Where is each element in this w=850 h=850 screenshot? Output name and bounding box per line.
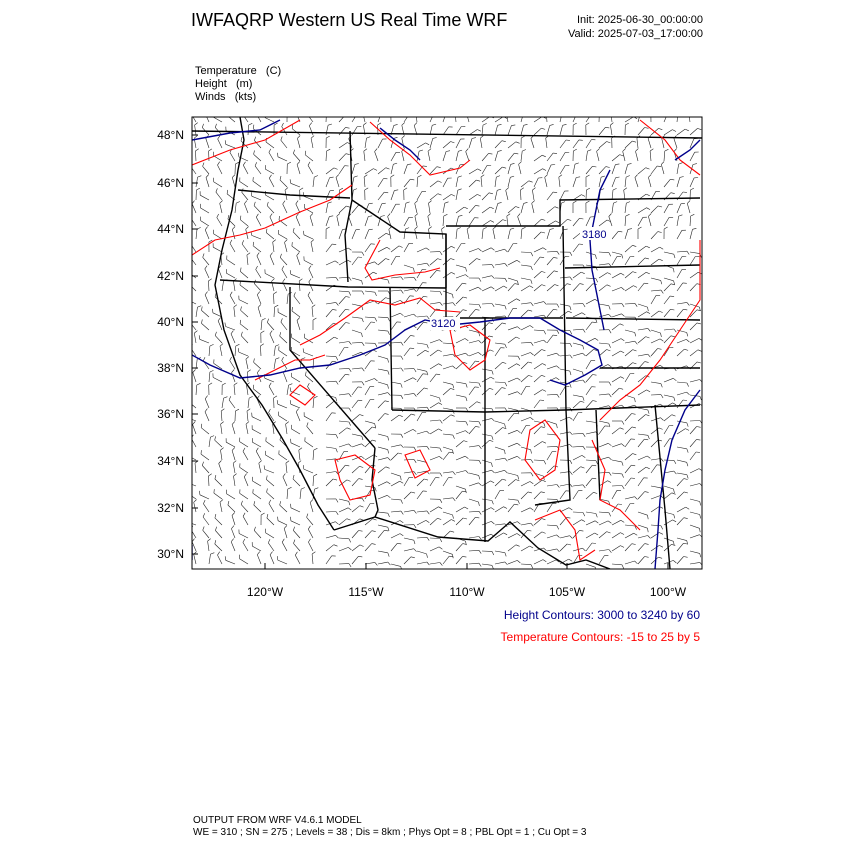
model-info <box>193 815 586 839</box>
wind-barb-flag <box>186 518 187 522</box>
wind-barb-flag <box>346 115 350 116</box>
wind-barb-flag <box>296 110 298 113</box>
wind-barb-flag <box>391 110 394 112</box>
init-time: Init: 2025-06-30_00:00:00 <box>577 14 703 26</box>
model-settings: WE = 310 ; SN = 275 ; Levels = 38 ; Dis = 8km ; Phys Opt = 8 ; PBL Opt = 1 ; Cu Opt = 3 <box>193 827 587 838</box>
legend-temperature: Temperature (C) <box>195 65 282 77</box>
lat-label: 38°N <box>157 361 184 375</box>
height-contour-label-3120: 3120 <box>431 318 456 330</box>
wind-barb-flag <box>287 110 290 112</box>
wind-barb-flag <box>506 110 509 113</box>
wind-barb-flag <box>186 414 187 418</box>
wind-barb-flag <box>577 112 581 113</box>
lon-label: 110°W <box>449 585 485 599</box>
lat-label: 32°N <box>157 501 184 515</box>
wind-barb-flag <box>191 110 193 114</box>
lat-label: 42°N <box>157 269 184 283</box>
wind-barb-flag <box>381 112 385 113</box>
wind-barb-flag <box>307 110 309 114</box>
lat-label: 40°N <box>157 315 184 329</box>
legend-winds: Winds (kts) <box>195 91 257 103</box>
wind-barb-flag <box>188 398 189 402</box>
wind-barb-flag <box>689 110 692 113</box>
wind-barb-flag <box>327 110 331 112</box>
wind-barb-flag <box>466 110 469 113</box>
wind-barb-flag <box>599 110 603 112</box>
wind-barb-flag <box>186 478 187 482</box>
wind-barb-flag <box>641 111 645 112</box>
lon-label: 105°W <box>548 585 586 599</box>
wind-barb-flag <box>189 280 190 284</box>
wind-barb-flag <box>524 111 528 112</box>
wind-barb-flag <box>188 268 189 272</box>
lon-label: 120°W <box>246 585 284 599</box>
height-contour-label-3180: 3180 <box>582 229 607 241</box>
lat-label: 44°N <box>157 222 184 236</box>
lat-label: 46°N <box>157 176 184 190</box>
map-title: IWFAQRP Western US Real Time WRF <box>191 10 508 30</box>
model-version: OUTPUT FROM WRF V4.6.1 MODEL <box>193 815 362 826</box>
wind-barb-flag <box>227 112 228 116</box>
wind-barb-flag <box>190 253 192 257</box>
height-contour-info: Height Contours: 3000 to 3240 by 60 <box>503 608 700 622</box>
wind-barb-flag <box>256 110 258 114</box>
wind-barb-flag <box>416 110 419 112</box>
wind-barb-flag <box>190 318 192 322</box>
wind-barb-flag <box>455 110 458 112</box>
wind-barb-flag <box>446 112 450 113</box>
wind-barb-flag <box>242 110 244 114</box>
legend-height: Height (m) <box>195 78 253 90</box>
lat-label: 30°N <box>157 547 184 561</box>
wind-barb-flag <box>678 111 682 113</box>
wind-barb-flag <box>562 111 566 112</box>
wind-barb-flag <box>363 110 366 113</box>
valid-time: Valid: 2025-07-03_17:00:00 <box>568 28 703 40</box>
wind-barb-flag <box>205 110 207 113</box>
wind-barb-flag <box>651 110 654 112</box>
wind-barb-flag <box>546 110 549 112</box>
lat-label: 48°N <box>157 128 184 142</box>
lat-label: 34°N <box>157 454 184 468</box>
lon-label: 115°W <box>348 585 384 599</box>
wind-barb-flag <box>611 110 614 112</box>
temperature-contour-info: Temperature Contours: -15 to 25 by 5 <box>500 630 700 644</box>
lon-label: 100°W <box>649 585 687 599</box>
lat-label: 36°N <box>157 407 184 421</box>
